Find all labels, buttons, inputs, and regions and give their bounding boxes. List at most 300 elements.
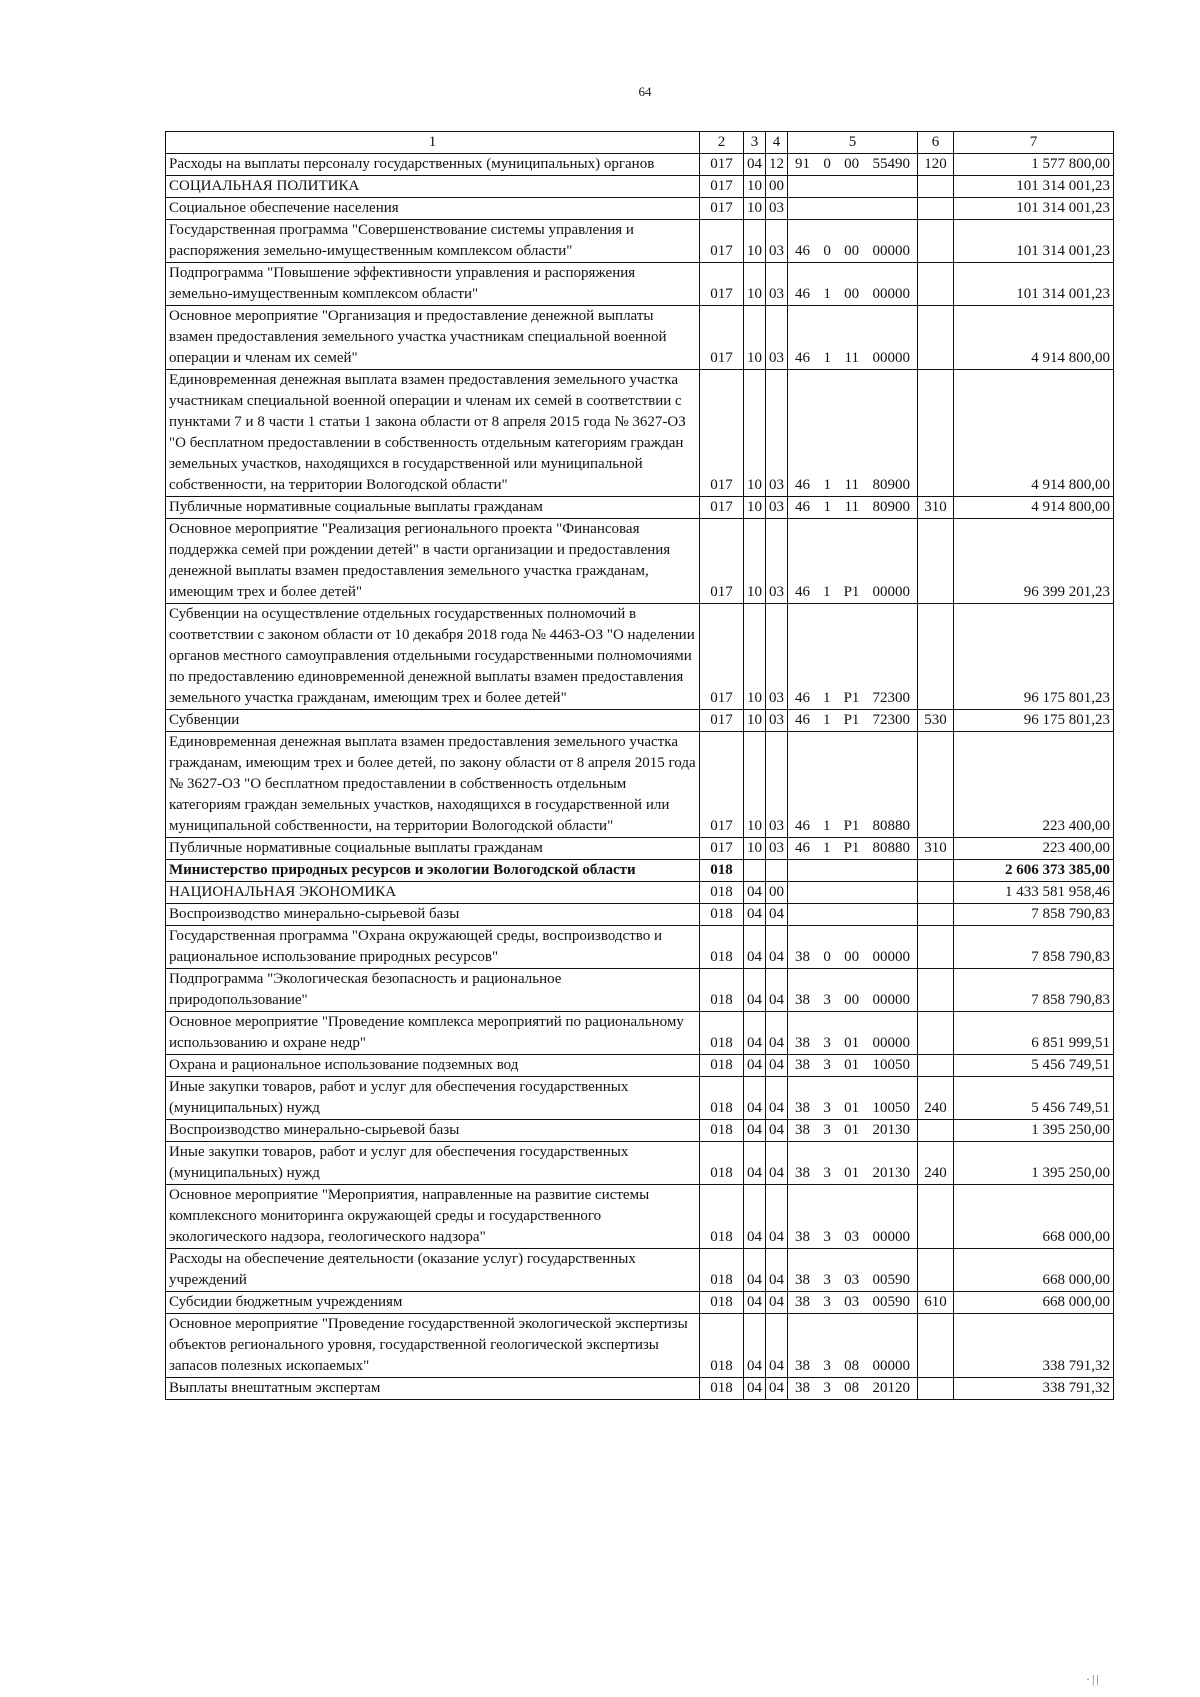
table-row bbox=[166, 710, 1114, 732]
row-target-code bbox=[788, 306, 918, 370]
row-section-code: 04 bbox=[744, 1077, 766, 1120]
target-code-part: 11 bbox=[844, 499, 859, 515]
row-name: Охрана и рациональное использование подземных вод bbox=[166, 1055, 700, 1077]
target-code-part: 3 bbox=[823, 1035, 831, 1051]
target-code-part: 00000 bbox=[872, 992, 910, 1008]
row-expense-type bbox=[918, 969, 954, 1012]
row-amount: 96 399 201,23 bbox=[954, 519, 1114, 604]
table-row bbox=[166, 263, 1114, 306]
row-admin-code: 018 bbox=[700, 1314, 744, 1378]
row-target-code bbox=[788, 882, 918, 904]
row-amount: 223 400,00 bbox=[954, 838, 1114, 860]
header-col-6: 6 bbox=[918, 132, 954, 154]
row-expense-type: 610 bbox=[918, 1292, 954, 1314]
table-row bbox=[166, 732, 1114, 838]
table-body bbox=[166, 154, 1114, 1400]
target-code-part: 3 bbox=[823, 1122, 831, 1138]
row-name: Основное мероприятие "Реализация регионального проекта "Финансовая поддержка семей при рождении детей" в части организации и предоставления денежной выплаты взамен предоставления земельного участка гражданам, имеющим трех и более детей" bbox=[166, 519, 700, 604]
row-expense-type: 120 bbox=[918, 154, 954, 176]
row-admin-code: 017 bbox=[700, 306, 744, 370]
target-code-part: 80900 bbox=[872, 499, 910, 515]
target-code-parts bbox=[791, 1120, 914, 1141]
target-code-part: 20130 bbox=[872, 1122, 910, 1138]
row-subsection-code: 04 bbox=[766, 1378, 788, 1400]
target-code-part: 0 bbox=[823, 949, 831, 965]
target-code-part: 03 bbox=[844, 1229, 860, 1245]
row-admin-code: 017 bbox=[700, 176, 744, 198]
target-code-part: 46 bbox=[795, 350, 810, 366]
target-code-part: 38 bbox=[795, 1358, 810, 1374]
row-admin-code: 018 bbox=[700, 904, 744, 926]
table-row bbox=[166, 370, 1114, 497]
row-amount: 338 791,32 bbox=[954, 1314, 1114, 1378]
target-code-part: 1 bbox=[823, 350, 832, 366]
row-name: Основное мероприятие "Мероприятия, направленные на развитие системы комплексного мониторинга окружающей среды и государственного экологического надзора, геологического надзора" bbox=[166, 1185, 700, 1249]
target-code-part: 80880 bbox=[872, 840, 910, 856]
target-code-part: 1 bbox=[823, 286, 831, 302]
row-amount: 338 791,32 bbox=[954, 1378, 1114, 1400]
row-expense-type bbox=[918, 263, 954, 306]
target-code-part: 00000 bbox=[872, 584, 910, 600]
row-amount: 1 433 581 958,46 bbox=[954, 882, 1114, 904]
row-subsection-code: 03 bbox=[766, 263, 788, 306]
row-subsection-code: 04 bbox=[766, 1314, 788, 1378]
row-name: Социальное обеспечение населения bbox=[166, 198, 700, 220]
budget-table bbox=[165, 131, 1114, 1400]
row-target-code bbox=[788, 838, 918, 860]
row-amount: 1 577 800,00 bbox=[954, 154, 1114, 176]
row-expense-type bbox=[918, 198, 954, 220]
row-amount: 668 000,00 bbox=[954, 1292, 1114, 1314]
target-code-parts bbox=[791, 475, 914, 496]
target-code-part: 3 bbox=[823, 1358, 831, 1374]
table-row bbox=[166, 306, 1114, 370]
row-admin-code: 017 bbox=[700, 732, 744, 838]
row-admin-code: 017 bbox=[700, 154, 744, 176]
row-admin-code: 018 bbox=[700, 1142, 744, 1185]
target-code-part: P1 bbox=[843, 840, 860, 856]
row-admin-code: 018 bbox=[700, 860, 744, 882]
target-code-parts bbox=[791, 947, 914, 968]
target-code-part: 55490 bbox=[872, 156, 910, 172]
target-code-part: 3 bbox=[823, 1100, 831, 1116]
row-subsection-code: 03 bbox=[766, 198, 788, 220]
row-admin-code: 018 bbox=[700, 969, 744, 1012]
target-code-part: 46 bbox=[795, 840, 810, 856]
row-name: Государственная программа "Совершенствование системы управления и распоряжения земельно-имущественным комплексом области" bbox=[166, 220, 700, 263]
row-target-code bbox=[788, 860, 918, 882]
row-subsection-code: 03 bbox=[766, 220, 788, 263]
header-row bbox=[166, 132, 1114, 154]
target-code-part: 38 bbox=[795, 1035, 810, 1051]
target-code-parts bbox=[791, 241, 914, 262]
row-amount: 668 000,00 bbox=[954, 1249, 1114, 1292]
table-row bbox=[166, 1378, 1114, 1400]
row-subsection-code: 00 bbox=[766, 176, 788, 198]
row-name: Государственная программа "Охрана окружающей среды, воспроизводство и рациональное использование природных ресурсов" bbox=[166, 926, 700, 969]
row-amount: 7 858 790,83 bbox=[954, 904, 1114, 926]
row-target-code bbox=[788, 1314, 918, 1378]
row-amount: 101 314 001,23 bbox=[954, 176, 1114, 198]
target-code-part: 3 bbox=[823, 1165, 831, 1181]
table-row bbox=[166, 1249, 1114, 1292]
row-subsection-code: 12 bbox=[766, 154, 788, 176]
target-code-part: 80880 bbox=[872, 818, 910, 834]
target-code-part: 3 bbox=[823, 1380, 831, 1396]
page-number: 64 bbox=[638, 84, 652, 99]
row-expense-type bbox=[918, 1378, 954, 1400]
target-code-part: 38 bbox=[795, 1165, 810, 1181]
row-section-code: 04 bbox=[744, 1142, 766, 1185]
row-expense-type bbox=[918, 519, 954, 604]
row-name: Расходы на обеспечение деятельности (оказание услуг) государственных учреждений bbox=[166, 1249, 700, 1292]
row-name: Основное мероприятие "Организация и предоставление денежной выплаты взамен предоставления земельного участка участникам специальной военной операции и членам их семей" bbox=[166, 306, 700, 370]
row-target-code bbox=[788, 497, 918, 519]
target-code-part: 38 bbox=[795, 1100, 810, 1116]
row-name: Публичные нормативные социальные выплаты гражданам bbox=[166, 497, 700, 519]
row-expense-type bbox=[918, 370, 954, 497]
table-row bbox=[166, 1012, 1114, 1055]
row-section-code: 04 bbox=[744, 1120, 766, 1142]
table-row bbox=[166, 1142, 1114, 1185]
target-code-parts bbox=[791, 1356, 914, 1377]
table-row bbox=[166, 1314, 1114, 1378]
row-section-code: 10 bbox=[744, 519, 766, 604]
target-code-parts bbox=[791, 1270, 914, 1291]
target-code-part: 00590 bbox=[872, 1294, 910, 1310]
row-section-code: 04 bbox=[744, 1292, 766, 1314]
row-amount: 1 395 250,00 bbox=[954, 1120, 1114, 1142]
table-row bbox=[166, 198, 1114, 220]
target-code-part: 10050 bbox=[872, 1057, 910, 1073]
target-code-parts bbox=[791, 1227, 914, 1248]
row-amount: 96 175 801,23 bbox=[954, 710, 1114, 732]
row-target-code bbox=[788, 220, 918, 263]
row-admin-code: 018 bbox=[700, 1292, 744, 1314]
row-admin-code: 017 bbox=[700, 497, 744, 519]
row-expense-type bbox=[918, 926, 954, 969]
row-expense-type bbox=[918, 220, 954, 263]
target-code-parts bbox=[791, 688, 914, 709]
scan-mark: ·|| bbox=[1086, 1672, 1101, 1686]
row-expense-type bbox=[918, 860, 954, 882]
row-name: Основное мероприятие "Проведение государственной экологической экспертизы объектов регионального уровня, государственной геологической экспертизы запасов полезных ископаемых" bbox=[166, 1314, 700, 1378]
table-row bbox=[166, 176, 1114, 198]
row-name: Публичные нормативные социальные выплаты гражданам bbox=[166, 838, 700, 860]
table-row bbox=[166, 1055, 1114, 1077]
row-admin-code: 017 bbox=[700, 198, 744, 220]
row-admin-code: 017 bbox=[700, 710, 744, 732]
row-amount: 7 858 790,83 bbox=[954, 926, 1114, 969]
row-target-code bbox=[788, 710, 918, 732]
row-target-code bbox=[788, 1012, 918, 1055]
row-section-code: 10 bbox=[744, 838, 766, 860]
row-target-code bbox=[788, 1249, 918, 1292]
header-col-4: 4 bbox=[766, 132, 788, 154]
row-expense-type bbox=[918, 176, 954, 198]
target-code-part: 46 bbox=[795, 286, 810, 302]
row-target-code bbox=[788, 154, 918, 176]
target-code-part: 38 bbox=[795, 1380, 810, 1396]
target-code-part: 00000 bbox=[872, 949, 910, 965]
target-code-part: 1 bbox=[823, 690, 831, 706]
row-name: Иные закупки товаров, работ и услуг для обеспечения государственных (муниципальных) нужд bbox=[166, 1142, 700, 1185]
row-section-code: 04 bbox=[744, 154, 766, 176]
row-name: Подпрограмма "Экологическая безопасность и рациональное природопользование" bbox=[166, 969, 700, 1012]
table-row bbox=[166, 838, 1114, 860]
row-amount: 6 851 999,51 bbox=[954, 1012, 1114, 1055]
row-subsection-code: 04 bbox=[766, 1120, 788, 1142]
table-row bbox=[166, 860, 1114, 882]
row-amount: 7 858 790,83 bbox=[954, 969, 1114, 1012]
header-col-3: 3 bbox=[744, 132, 766, 154]
row-expense-type: 530 bbox=[918, 710, 954, 732]
target-code-parts bbox=[791, 838, 914, 859]
row-name: Единовременная денежная выплата взамен предоставления земельного участка гражданам, имеющим трех и более детей, по закону области от 8 апреля 2015 года № 3627-ОЗ "О бесплатном предоставлении в собственность отдельным категориям граждан земельных участков, находящихся в государственной или муниципальной собственности, на территории Вологодской области" bbox=[166, 732, 700, 838]
target-code-part: 20120 bbox=[872, 1380, 910, 1396]
table-row bbox=[166, 519, 1114, 604]
row-section-code bbox=[744, 860, 766, 882]
row-expense-type bbox=[918, 1055, 954, 1077]
target-code-part: P1 bbox=[843, 584, 860, 600]
row-name: Подпрограмма "Повышение эффективности управления и распоряжения земельно-имущественным комплексом области" bbox=[166, 263, 700, 306]
row-subsection-code: 04 bbox=[766, 969, 788, 1012]
target-code-part: 01 bbox=[844, 1165, 860, 1181]
target-code-part: P1 bbox=[843, 690, 860, 706]
target-code-part: 0 bbox=[823, 156, 831, 172]
row-subsection-code: 03 bbox=[766, 838, 788, 860]
row-name: Основное мероприятие "Проведение комплекса мероприятий по рациональному использованию и охране недр" bbox=[166, 1012, 700, 1055]
row-subsection-code: 04 bbox=[766, 1142, 788, 1185]
row-expense-type: 310 bbox=[918, 838, 954, 860]
row-amount: 2 606 373 385,00 bbox=[954, 860, 1114, 882]
target-code-part: 3 bbox=[823, 1057, 831, 1073]
row-target-code bbox=[788, 969, 918, 1012]
row-target-code bbox=[788, 263, 918, 306]
target-code-part: 00000 bbox=[872, 1229, 910, 1245]
row-subsection-code: 04 bbox=[766, 904, 788, 926]
row-section-code: 10 bbox=[744, 198, 766, 220]
target-code-part: 38 bbox=[795, 1057, 810, 1073]
table-row bbox=[166, 969, 1114, 1012]
header-col-2: 2 bbox=[700, 132, 744, 154]
row-admin-code: 018 bbox=[700, 1055, 744, 1077]
target-code-part: 38 bbox=[795, 949, 810, 965]
row-target-code bbox=[788, 370, 918, 497]
target-code-part: 00000 bbox=[872, 350, 910, 366]
row-subsection-code: 04 bbox=[766, 926, 788, 969]
target-code-part: 38 bbox=[795, 1122, 810, 1138]
target-code-part: 01 bbox=[844, 1100, 860, 1116]
target-code-part: 38 bbox=[795, 1229, 810, 1245]
row-expense-type: 310 bbox=[918, 497, 954, 519]
target-code-part: 03 bbox=[844, 1294, 860, 1310]
target-code-part: 00000 bbox=[872, 1035, 910, 1051]
row-subsection-code: 04 bbox=[766, 1012, 788, 1055]
target-code-part: 38 bbox=[795, 992, 810, 1008]
row-target-code bbox=[788, 1185, 918, 1249]
target-code-part: 91 bbox=[795, 156, 810, 172]
target-code-parts bbox=[791, 710, 914, 731]
target-code-part: 3 bbox=[823, 1229, 831, 1245]
target-code-part: 0 bbox=[823, 243, 831, 259]
target-code-part: 11 bbox=[844, 350, 859, 366]
target-code-part: 46 bbox=[795, 818, 810, 834]
row-target-code bbox=[788, 604, 918, 710]
row-section-code: 10 bbox=[744, 176, 766, 198]
row-amount: 223 400,00 bbox=[954, 732, 1114, 838]
target-code-part: 46 bbox=[795, 243, 810, 259]
row-name: Субвенции bbox=[166, 710, 700, 732]
target-code-part: 00 bbox=[844, 243, 860, 259]
row-expense-type: 240 bbox=[918, 1077, 954, 1120]
target-code-part: 1 bbox=[823, 584, 831, 600]
row-amount: 101 314 001,23 bbox=[954, 263, 1114, 306]
row-amount: 4 914 800,00 bbox=[954, 497, 1114, 519]
row-amount: 4 914 800,00 bbox=[954, 370, 1114, 497]
target-code-parts bbox=[791, 1292, 914, 1313]
row-admin-code: 018 bbox=[700, 1378, 744, 1400]
target-code-part: 46 bbox=[795, 712, 810, 728]
row-subsection-code: 03 bbox=[766, 370, 788, 497]
row-amount: 1 395 250,00 bbox=[954, 1142, 1114, 1185]
target-code-part: 00 bbox=[844, 286, 860, 302]
row-subsection-code: 00 bbox=[766, 882, 788, 904]
row-target-code bbox=[788, 732, 918, 838]
row-admin-code: 017 bbox=[700, 519, 744, 604]
row-target-code bbox=[788, 1142, 918, 1185]
row-section-code: 04 bbox=[744, 1249, 766, 1292]
row-expense-type bbox=[918, 1185, 954, 1249]
row-subsection-code: 03 bbox=[766, 604, 788, 710]
row-section-code: 04 bbox=[744, 882, 766, 904]
row-target-code bbox=[788, 1292, 918, 1314]
row-admin-code: 017 bbox=[700, 604, 744, 710]
row-section-code: 04 bbox=[744, 926, 766, 969]
row-target-code bbox=[788, 176, 918, 198]
row-expense-type bbox=[918, 1249, 954, 1292]
target-code-part: 11 bbox=[844, 477, 859, 493]
row-amount: 668 000,00 bbox=[954, 1185, 1114, 1249]
table-row bbox=[166, 220, 1114, 263]
target-code-parts bbox=[791, 1055, 914, 1076]
row-expense-type bbox=[918, 732, 954, 838]
row-section-code: 10 bbox=[744, 220, 766, 263]
target-code-part: 1 bbox=[823, 477, 832, 493]
table-row bbox=[166, 1120, 1114, 1142]
header-col-7: 7 bbox=[954, 132, 1114, 154]
row-target-code bbox=[788, 926, 918, 969]
row-expense-type bbox=[918, 882, 954, 904]
row-name: Расходы на выплаты персоналу государственных (муниципальных) органов bbox=[166, 154, 700, 176]
row-admin-code: 018 bbox=[700, 1249, 744, 1292]
target-code-part: 38 bbox=[795, 1294, 810, 1310]
target-code-part: 01 bbox=[844, 1057, 860, 1073]
row-target-code bbox=[788, 1378, 918, 1400]
target-code-part: 80900 bbox=[872, 477, 910, 493]
row-section-code: 10 bbox=[744, 497, 766, 519]
row-target-code bbox=[788, 198, 918, 220]
table-row bbox=[166, 604, 1114, 710]
row-expense-type bbox=[918, 1314, 954, 1378]
target-code-part: 46 bbox=[795, 584, 810, 600]
target-code-part: 3 bbox=[823, 1272, 831, 1288]
row-section-code: 10 bbox=[744, 710, 766, 732]
row-subsection-code: 03 bbox=[766, 519, 788, 604]
row-admin-code: 018 bbox=[700, 1077, 744, 1120]
row-admin-code: 018 bbox=[700, 1120, 744, 1142]
row-subsection-code: 04 bbox=[766, 1185, 788, 1249]
row-target-code bbox=[788, 1055, 918, 1077]
table-row bbox=[166, 497, 1114, 519]
target-code-parts bbox=[791, 348, 914, 369]
row-subsection-code: 04 bbox=[766, 1249, 788, 1292]
target-code-part: 46 bbox=[795, 499, 810, 515]
target-code-parts bbox=[791, 1098, 914, 1119]
row-amount: 101 314 001,23 bbox=[954, 220, 1114, 263]
row-subsection-code: 03 bbox=[766, 306, 788, 370]
row-section-code: 10 bbox=[744, 604, 766, 710]
target-code-part: 46 bbox=[795, 477, 810, 493]
row-expense-type bbox=[918, 1012, 954, 1055]
target-code-part: 46 bbox=[795, 690, 810, 706]
target-code-parts bbox=[791, 582, 914, 603]
row-subsection-code: 04 bbox=[766, 1055, 788, 1077]
target-code-part: 01 bbox=[844, 1035, 860, 1051]
target-code-part: 00000 bbox=[872, 243, 910, 259]
row-name: Единовременная денежная выплата взамен предоставления земельного участка участникам специальной военной операции и членам их семей в соответствии с пунктами 7 и 8 части 1 статьи 1 закона области от 8 апреля 2015 года № 3627-ОЗ "О бесплатном предоставлении в собственность отдельным категориям граждан земельных участков, находящихся в государственной или муниципальной собственности, на территории Вологодской области" bbox=[166, 370, 700, 497]
row-expense-type bbox=[918, 306, 954, 370]
target-code-part: 00000 bbox=[872, 286, 910, 302]
row-admin-code: 017 bbox=[700, 263, 744, 306]
row-name: Выплаты внештатным экспертам bbox=[166, 1378, 700, 1400]
target-code-part: 3 bbox=[823, 992, 831, 1008]
target-code-part: 20130 bbox=[872, 1165, 910, 1181]
row-admin-code: 017 bbox=[700, 220, 744, 263]
table-row bbox=[166, 926, 1114, 969]
target-code-part: 1 bbox=[823, 499, 832, 515]
row-subsection-code: 04 bbox=[766, 1077, 788, 1120]
row-admin-code: 017 bbox=[700, 370, 744, 497]
table-row bbox=[166, 1292, 1114, 1314]
target-code-part: 00 bbox=[844, 949, 860, 965]
row-name: Иные закупки товаров, работ и услуг для обеспечения государственных (муниципальных) нужд bbox=[166, 1077, 700, 1120]
row-target-code bbox=[788, 904, 918, 926]
target-code-part: 00590 bbox=[872, 1272, 910, 1288]
target-code-part: 10050 bbox=[872, 1100, 910, 1116]
target-code-part: 1 bbox=[823, 818, 831, 834]
table-row bbox=[166, 882, 1114, 904]
row-section-code: 10 bbox=[744, 306, 766, 370]
target-code-parts bbox=[791, 1163, 914, 1184]
row-subsection-code: 03 bbox=[766, 710, 788, 732]
target-code-parts bbox=[791, 816, 914, 837]
row-admin-code: 018 bbox=[700, 882, 744, 904]
row-target-code bbox=[788, 1120, 918, 1142]
row-section-code: 04 bbox=[744, 1314, 766, 1378]
table-row bbox=[166, 154, 1114, 176]
row-amount: 96 175 801,23 bbox=[954, 604, 1114, 710]
row-section-code: 10 bbox=[744, 263, 766, 306]
row-name: Субвенции на осуществление отдельных государственных полномочий в соответствии с законом области от 10 декабря 2018 года № 4463-ОЗ "О наделении органов местного самоуправления отдельными государственными полномочиями по предоставлению единовременной денежной выплаты взамен предоставления земельного участка гражданам, имеющим трех и более детей" bbox=[166, 604, 700, 710]
row-admin-code: 018 bbox=[700, 926, 744, 969]
row-subsection-code: 03 bbox=[766, 732, 788, 838]
target-code-part: P1 bbox=[843, 818, 860, 834]
target-code-part: 72300 bbox=[872, 712, 910, 728]
target-code-part: 01 bbox=[844, 1122, 860, 1138]
row-admin-code: 018 bbox=[700, 1012, 744, 1055]
row-section-code: 10 bbox=[744, 732, 766, 838]
